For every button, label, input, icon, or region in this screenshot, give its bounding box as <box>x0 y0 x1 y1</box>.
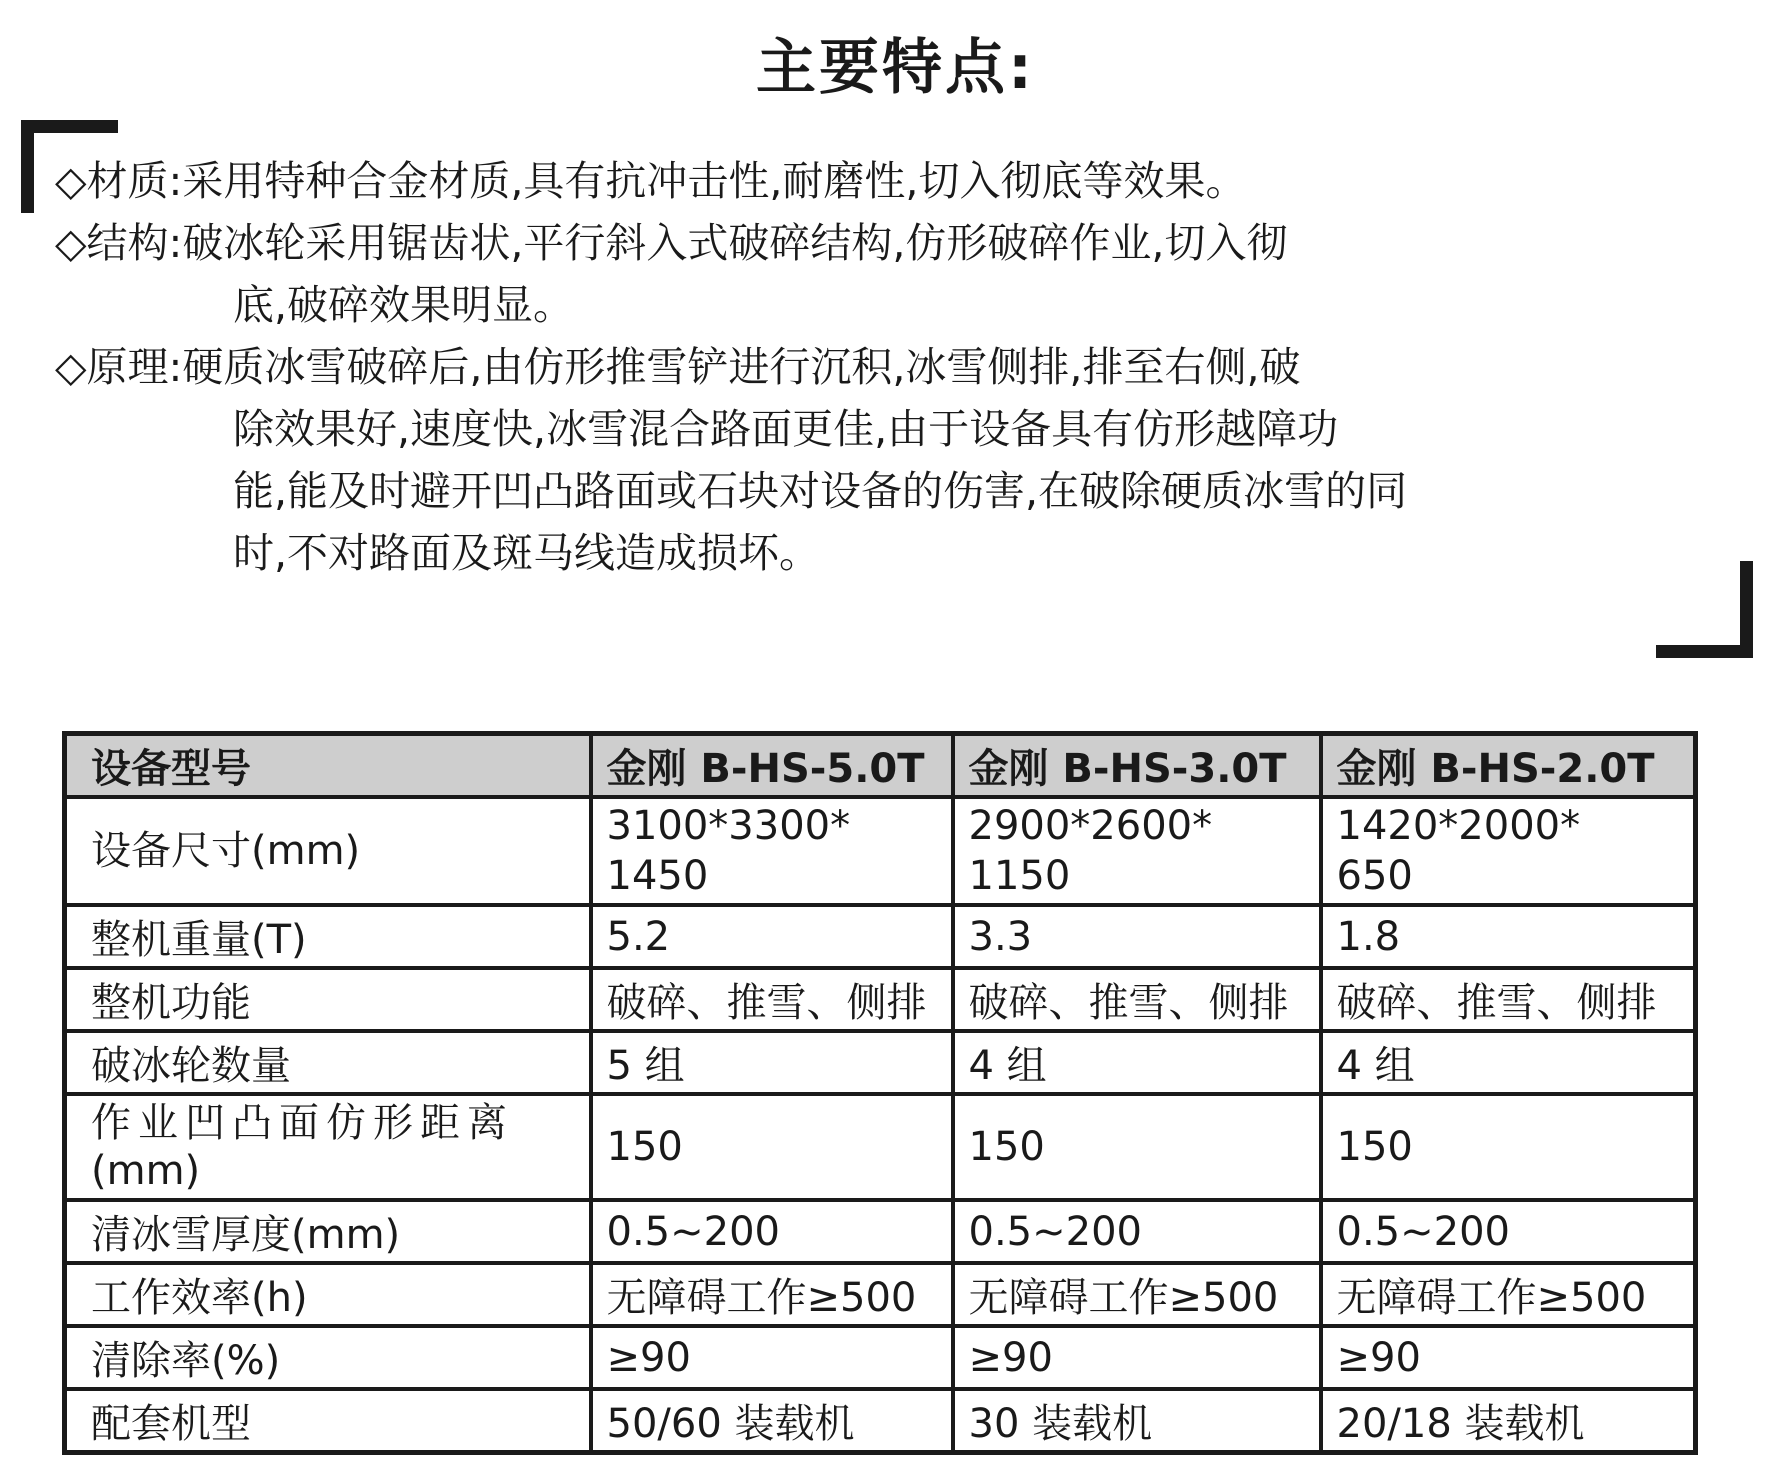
cell-value: 3.3 <box>953 905 1321 968</box>
cell-value: 150 <box>953 1094 1321 1200</box>
cell-value: 5.2 <box>591 905 953 968</box>
cell-value: 2900*2600* 1150 <box>953 797 1321 905</box>
row-label: 整机功能 <box>65 968 591 1031</box>
cell-value: 破碎、推雪、侧排 <box>1321 968 1696 1031</box>
table-row-ice-wheel-count <box>65 1031 1696 1094</box>
row-label: 配套机型 <box>65 1389 591 1453</box>
table-row-work-efficiency <box>65 1263 1696 1326</box>
row-label: 整机重量(T) <box>65 905 591 968</box>
cell-value: 无障碍工作≥500 <box>953 1263 1321 1326</box>
table-row-functions <box>65 968 1696 1031</box>
cell-value: 0.5~200 <box>1321 1200 1696 1263</box>
cell-value: 1.8 <box>1321 905 1696 968</box>
cell-value: 无障碍工作≥500 <box>1321 1263 1696 1326</box>
feature-line-principle: ◇原理:硬质冰雪破碎后,由仿形推雪铲进行沉积,冰雪侧排,排至右侧,破 <box>55 343 1301 391</box>
feature-line-principle-cont-1: 除效果好,速度快,冰雪混合路面更佳,由于设备具有仿形越障功 <box>233 405 1339 453</box>
cell-value: 50/60 装载机 <box>591 1389 953 1453</box>
cell-value: ≥90 <box>1321 1326 1696 1389</box>
col-header-bhs-2-0t: 金刚 B-HS-2.0T <box>1321 734 1696 798</box>
table-row-snow-thickness <box>65 1200 1696 1263</box>
row-label: 工作效率(h) <box>65 1263 591 1326</box>
table-row-weight <box>65 905 1696 968</box>
col-header-bhs-5-0t: 金刚 B-HS-5.0T <box>591 734 953 798</box>
cell-value: ≥90 <box>591 1326 953 1389</box>
cell-value: 1420*2000* 650 <box>1321 797 1696 905</box>
table-row-profiling-distance <box>65 1094 1696 1200</box>
cell-value: 破碎、推雪、侧排 <box>953 968 1321 1031</box>
feature-line-material: ◇材质:采用特种合金材质,具有抗冲击性,耐磨性,切入彻底等效果。 <box>55 157 1247 205</box>
cell-value: 4 组 <box>1321 1031 1696 1094</box>
row-label: 作业凹凸面仿形距离 (mm) <box>65 1094 591 1200</box>
row-label: 设备尺寸(mm) <box>65 797 591 905</box>
cell-value: 无障碍工作≥500 <box>591 1263 953 1326</box>
feature-line-principle-cont-3: 时,不对路面及斑马线造成损坏。 <box>233 529 821 577</box>
spec-table <box>62 731 1698 1455</box>
feature-line-structure: ◇结构:破冰轮采用锯齿状,平行斜入式破碎结构,仿形破碎作业,切入彻 <box>55 219 1288 267</box>
cell-value: 4 组 <box>953 1031 1321 1094</box>
table-row-clearance-rate <box>65 1326 1696 1389</box>
table-header-row <box>65 734 1696 798</box>
row-label: 清冰雪厚度(mm) <box>65 1200 591 1263</box>
col-header-bhs-3-0t: 金刚 B-HS-3.0T <box>953 734 1321 798</box>
cell-value: 20/18 装载机 <box>1321 1389 1696 1453</box>
feature-line-structure-cont: 底,破碎效果明显。 <box>233 281 575 329</box>
cell-value: 0.5~200 <box>591 1200 953 1263</box>
cell-value: 30 装载机 <box>953 1389 1321 1453</box>
cell-value: 0.5~200 <box>953 1200 1321 1263</box>
cell-value: 150 <box>591 1094 953 1200</box>
col-header-model: 设备型号 <box>65 734 591 798</box>
row-label: 破冰轮数量 <box>65 1031 591 1094</box>
row-label: 清除率(%) <box>65 1326 591 1389</box>
feature-line-principle-cont-2: 能,能及时避开凹凸路面或石块对设备的伤害,在破除硬质冰雪的同 <box>233 467 1408 515</box>
table-row-dimensions <box>65 797 1696 905</box>
table-row-matching-machine <box>65 1389 1696 1453</box>
cell-value: 5 组 <box>591 1031 953 1094</box>
page-title: 主要特点: <box>756 33 1035 103</box>
cell-value: ≥90 <box>953 1326 1321 1389</box>
feature-list <box>55 150 1705 584</box>
cell-value: 破碎、推雪、侧排 <box>591 968 953 1031</box>
cell-value: 150 <box>1321 1094 1696 1200</box>
cell-value: 3100*3300* 1450 <box>591 797 953 905</box>
